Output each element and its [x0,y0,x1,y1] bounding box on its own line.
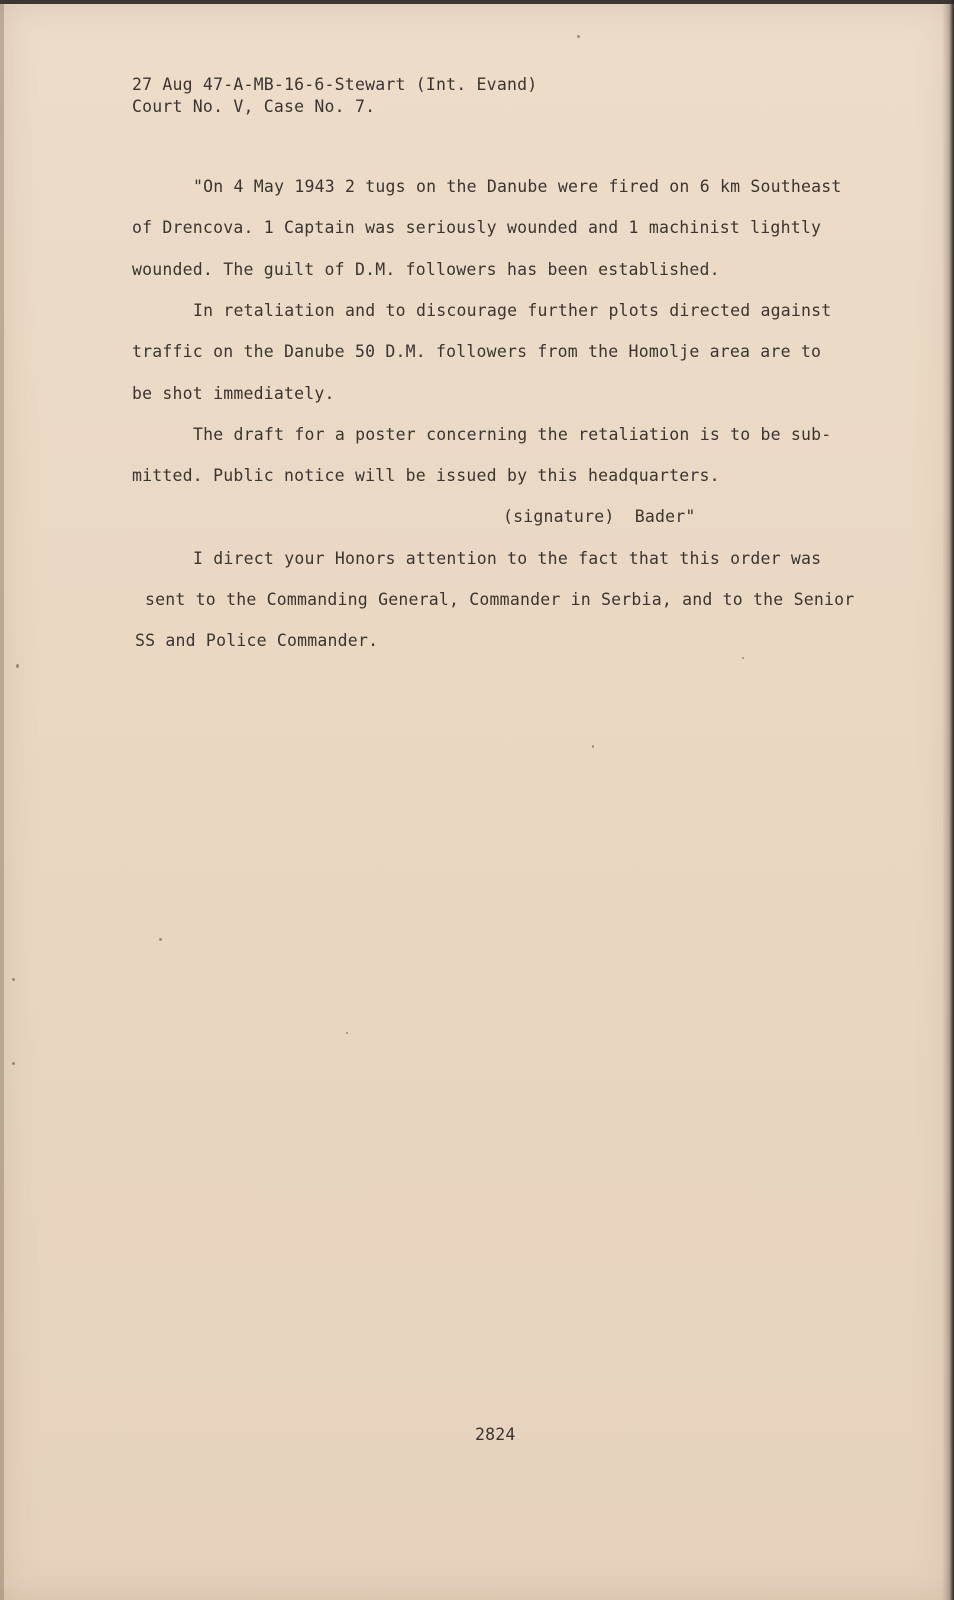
paper-speck [592,745,594,748]
paper-speck [159,938,162,941]
paragraph-4-line-2: sent to the Commanding General, Commander in Serbia, and to the Senior [145,590,855,609]
paper-speck [346,1032,348,1034]
paragraph-4-line-3: SS and Police Commander. [135,631,379,650]
paragraph-3-line-1: The draft for a poster concerning the retaliation is to be sub- [193,425,832,444]
paper-speck [577,35,580,38]
header-court-case-line: Court No. V, Case No. 7. [132,97,376,116]
paragraph-3-line-2: mitted. Public notice will be issued by this headquarters. [132,466,720,485]
paragraph-2-line-1: In retaliation and to discourage further plots directed against [193,301,832,320]
page-left-edge [0,0,4,1600]
page-top-edge [0,0,954,4]
paragraph-1-line-1: "On 4 May 1943 2 tugs on the Danube were fired on 6 km Southeast [193,177,842,196]
paragraph-4-line-1: I direct your Honors attention to the fact that this order was [193,549,822,568]
paper-speck [742,657,744,659]
paper-speck [12,978,15,981]
header-reference-line: 27 Aug 47-A-MB-16-6-Stewart (Int. Evand) [132,75,538,94]
page-number: 2824 [475,1425,516,1444]
page-right-edge [942,0,954,1600]
paragraph-2-line-3: be shot immediately. [132,384,335,403]
paper-speck [12,1062,15,1065]
paper-speck [16,664,19,668]
paragraph-2-line-2: traffic on the Danube 50 D.M. followers from the Homolje area are to [132,342,822,361]
paragraph-1-line-2: of Drencova. 1 Captain was seriously wounded and 1 machinist lightly [132,218,822,237]
signature-line: (signature) Bader" [503,507,696,526]
paragraph-1-line-3: wounded. The guilt of D.M. followers has been established. [132,260,720,279]
